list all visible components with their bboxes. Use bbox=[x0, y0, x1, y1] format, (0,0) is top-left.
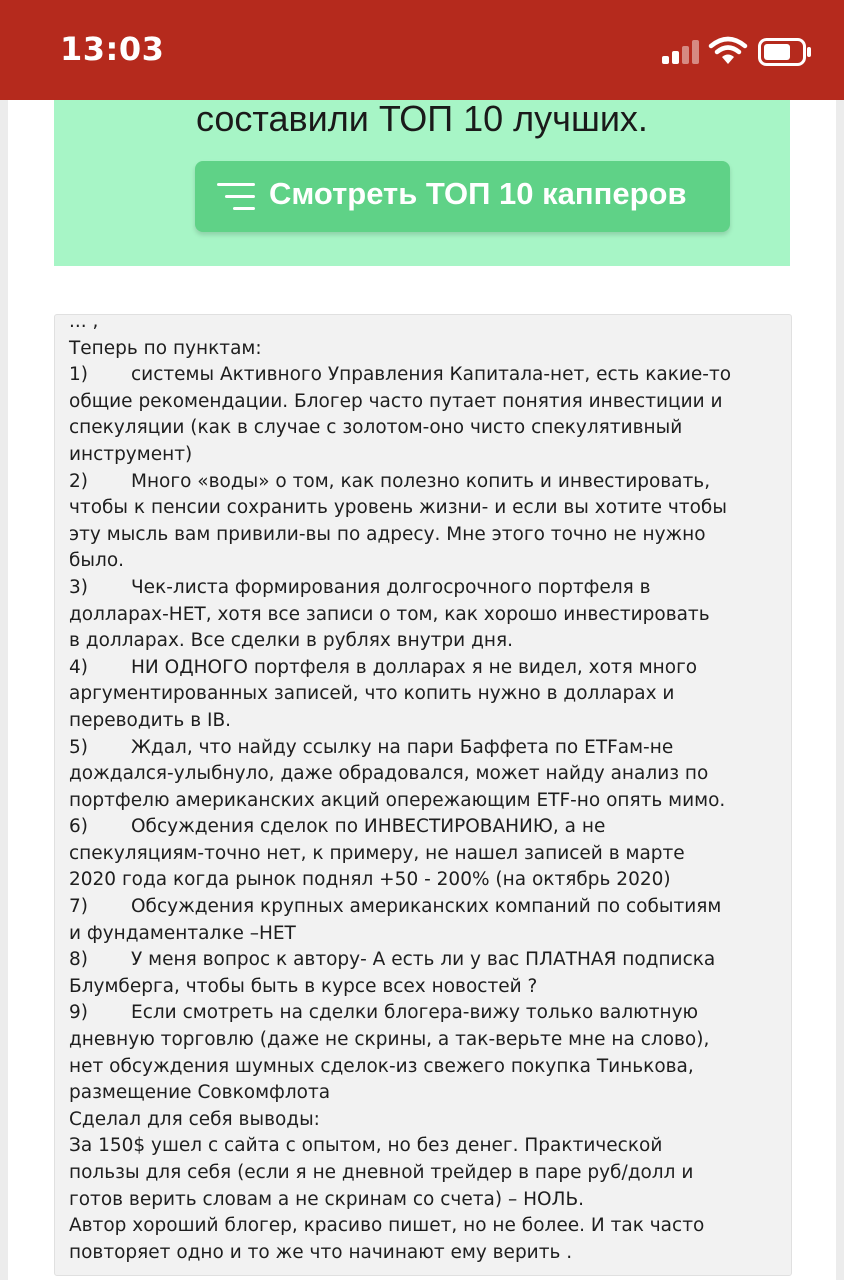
review-line: чтобы к пенсии сохранить уровень жизни- и если вы хотите чтобы bbox=[69, 497, 727, 519]
review-text bbox=[69, 314, 781, 1266]
review-line: Теперь по пунктам: bbox=[69, 337, 262, 359]
list-number: 6) bbox=[69, 816, 88, 838]
review-line bbox=[69, 735, 781, 762]
review-line bbox=[69, 362, 781, 389]
list-number: 8) bbox=[69, 949, 88, 971]
review-line: повторяет одно и то же что начинают ему верить . bbox=[69, 1241, 573, 1263]
status-bar bbox=[0, 0, 844, 100]
review-line: готов верить словам а не скринам со счета) – НОЛЬ. bbox=[69, 1188, 585, 1210]
list-item-text: Если смотреть на сделки блогера-вижу только валютную bbox=[131, 1002, 699, 1024]
review-line bbox=[69, 947, 781, 974]
list-number: 1) bbox=[69, 364, 88, 386]
list-item-text: Чек-листа формирования долгосрочного портфеля в bbox=[131, 576, 651, 598]
page-content bbox=[8, 100, 836, 1280]
list-item-text: Ждал, что найду ссылку на пари Баффета по ETFам-не bbox=[131, 736, 674, 758]
list-number: 7) bbox=[69, 896, 88, 918]
review-line: Сделал для себя выводы: bbox=[69, 1108, 320, 1130]
review-line bbox=[69, 655, 781, 682]
review-line: в долларах. Все сделки в рублях внутри дня. bbox=[69, 630, 513, 652]
list-item-text: Обсуждения крупных американских компаний по событиям bbox=[131, 896, 722, 918]
list-item-text: НИ ОДНОГО портфеля в долларах я не видел, хотя много bbox=[131, 656, 698, 678]
review-line: общие рекомендации. Блогер часто путает понятия инвестиции и bbox=[69, 390, 723, 412]
review-line bbox=[69, 469, 781, 496]
review-line: портфелю американских акций опережающим ETF-но опять мимо. bbox=[69, 789, 726, 811]
review-line: спекуляциям-точно нет, к примеру, не нашел записей в марте bbox=[69, 842, 685, 864]
review-line: переводить в IB. bbox=[69, 709, 232, 731]
list-item-text: Обсуждения сделок по ИНВЕСТИРОВАНИЮ, а не bbox=[131, 816, 606, 838]
review-line: спекуляции (как в случае с золотом-оно чисто спекулятивный bbox=[69, 417, 683, 439]
battery-icon bbox=[758, 38, 812, 66]
review-line: было. bbox=[69, 550, 125, 572]
review-line: размещение Совкомфлота bbox=[69, 1082, 331, 1104]
review-line bbox=[69, 575, 781, 602]
list-item-text: Много «воды» о том, как полезно копить и инвестировать, bbox=[131, 470, 711, 492]
list-item-text: системы Активного Управления Капитала-нет, есть какие-то bbox=[131, 364, 732, 386]
list-number: 3) bbox=[69, 576, 88, 598]
review-line: ... , bbox=[69, 314, 99, 332]
review-line bbox=[69, 1000, 781, 1027]
list-item-text: У меня вопрос к автору- А есть ли у вас ПЛАТНАЯ подписка bbox=[131, 949, 716, 971]
status-time: 13:03 bbox=[60, 30, 165, 68]
review-line: За 150$ ушел с сайта с опытом, но без денег. Практической bbox=[69, 1135, 663, 1157]
review-line: дневную торговлю (даже не скрины, а так-верьте мне на слово), bbox=[69, 1029, 710, 1051]
menu-lines-icon bbox=[217, 183, 255, 211]
top10-cappers-button-label: Смотреть ТОП 10 капперов bbox=[269, 176, 687, 211]
promo-banner bbox=[54, 100, 790, 266]
review-line: Автор хороший блогер, красиво пишет, но не более. И так часто bbox=[69, 1215, 705, 1237]
list-number: 5) bbox=[69, 736, 88, 758]
review-line: Блумберга, чтобы быть в курсе всех новостей ? bbox=[69, 975, 538, 997]
review-line: нет обсуждения шумных сделок-из свежего покупка Тинькова, bbox=[69, 1055, 694, 1077]
review-line: аргументированных записей, что копить нужно в долларах и bbox=[69, 683, 675, 705]
review-line: пользы для себя (если я не дневной трейдер в паре руб/долл и bbox=[69, 1162, 694, 1183]
wifi-icon bbox=[708, 36, 748, 66]
review-line: и фундаменталке –НЕТ bbox=[69, 922, 296, 944]
promo-text: составили ТОП 10 лучших. bbox=[196, 98, 648, 139]
top10-cappers-button[interactable] bbox=[195, 161, 730, 232]
review-line: долларах-НЕТ, хотя все записи о том, как хорошо инвестировать bbox=[69, 603, 710, 625]
review-line bbox=[69, 894, 781, 921]
list-number: 2) bbox=[69, 470, 88, 492]
review-line bbox=[69, 814, 781, 841]
review-line: дождался-улыбнуло, даже обрадовался, может найду анализ по bbox=[69, 763, 709, 785]
review-line: 2020 года когда рынок поднял +50 - 200% (на октябрь 2020) bbox=[69, 869, 671, 891]
cellular-signal-icon bbox=[662, 40, 702, 64]
review-line: инструмент) bbox=[69, 443, 193, 465]
review-line: эту мысль вам привили-вы по адресу. Мне этого точно не нужно bbox=[69, 523, 706, 545]
list-number: 9) bbox=[69, 1002, 88, 1024]
review-text-box bbox=[54, 314, 792, 1276]
list-number: 4) bbox=[69, 656, 88, 678]
